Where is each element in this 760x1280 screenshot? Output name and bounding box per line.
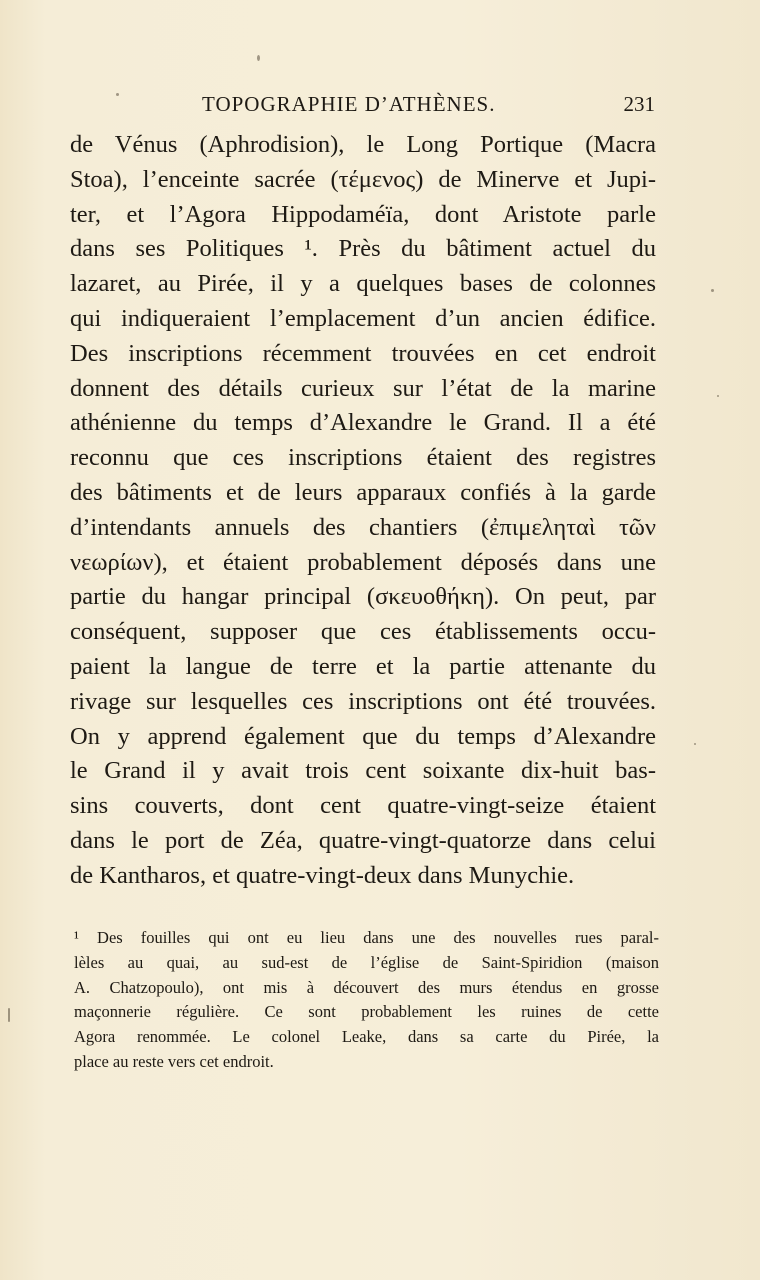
- text-line: On y apprend également que du temps d’Alexandre: [70, 722, 656, 750]
- text-line: donnent des détails curieux sur l’état de la marine: [70, 374, 656, 402]
- ink-speck: [694, 743, 696, 745]
- ink-speck: [257, 55, 260, 61]
- footnote: [74, 926, 659, 1075]
- text-line: Des inscriptions récemment trouvées en cet endroit: [70, 339, 656, 367]
- main-text: [70, 128, 656, 894]
- text-line: ter, et l’Agora Hippodaméïa, dont Aristote parle: [70, 200, 656, 228]
- text-line: Stoa), l’enceinte sacrée (τέμενος) de Minerve et Jupi-: [70, 165, 656, 193]
- text-line: qui indiqueraient l’emplacement d’un ancien édifice.: [70, 304, 656, 332]
- text-line: de Vénus (Aphrodision), le Long Portique (Macra: [70, 131, 656, 158]
- text-line: lazaret, au Pirée, il y a quelques bases de colonnes: [70, 270, 656, 298]
- text-line: des bâtiments et de leurs apparaux confiés à la garde: [70, 478, 656, 506]
- text-line: paient la langue de terre et la partie attenante du: [70, 652, 656, 680]
- footnote-line: maçonnerie régulière. Ce sont probablement les ruines de cette: [74, 1002, 659, 1022]
- footnote-line: ¹ Des fouilles qui ont eu lieu dans une des nouvelles rues paral-: [74, 928, 659, 947]
- text-line: dans le port de Zéa, quatre-vingt-quatorze dans celui: [70, 826, 656, 854]
- page-header: [70, 92, 655, 128]
- text-line: partie du hangar principal (σκευοθήκη). On peut, par: [70, 583, 656, 611]
- text-line: sins couverts, dont cent quatre-vingt-seize étaient: [70, 792, 656, 820]
- ink-speck: [717, 395, 719, 397]
- footnote-line: place au reste vers cet endroit.: [74, 1051, 274, 1071]
- ink-speck: [711, 289, 714, 292]
- text-line: dans ses Politiques ¹. Près du bâtiment actuel du: [70, 235, 656, 263]
- text-line: le Grand il y avait trois cent soixante dix-huit bas-: [70, 757, 656, 785]
- ink-speck: [8, 1008, 10, 1022]
- text-line: d’intendants annuels des chantiers (ἐπιμεληταὶ τῶν: [70, 513, 656, 541]
- text-line: athénienne du temps d’Alexandre le Grand. Il a été: [70, 409, 656, 437]
- footnote-line: A. Chatzopoulo), ont mis à découvert des murs étendus en grosse: [74, 977, 659, 997]
- text-line: de Kantharos, et quatre-vingt-deux dans Munychie.: [70, 861, 575, 889]
- footnote-line: Agora renommée. Le colonel Leake, dans sa carte du Pirée, la: [74, 1027, 659, 1047]
- running-title: TOPOGRAPHIE D’ATHÈNES.: [202, 92, 496, 116]
- footnote-line: lèles au quai, au sud-est de l’église de Saint-Spiridion (maison: [74, 952, 659, 972]
- text-line: reconnu que ces inscriptions étaient des registres: [70, 444, 656, 472]
- text-line: rivage sur lesquelles ces inscriptions ont été trouvées.: [70, 687, 656, 715]
- page-number: 231: [623, 92, 655, 116]
- text-line: conséquent, supposer que ces établissements occu-: [70, 618, 656, 646]
- text-line: νεωρίων), et étaient probablement déposés dans une: [70, 548, 656, 576]
